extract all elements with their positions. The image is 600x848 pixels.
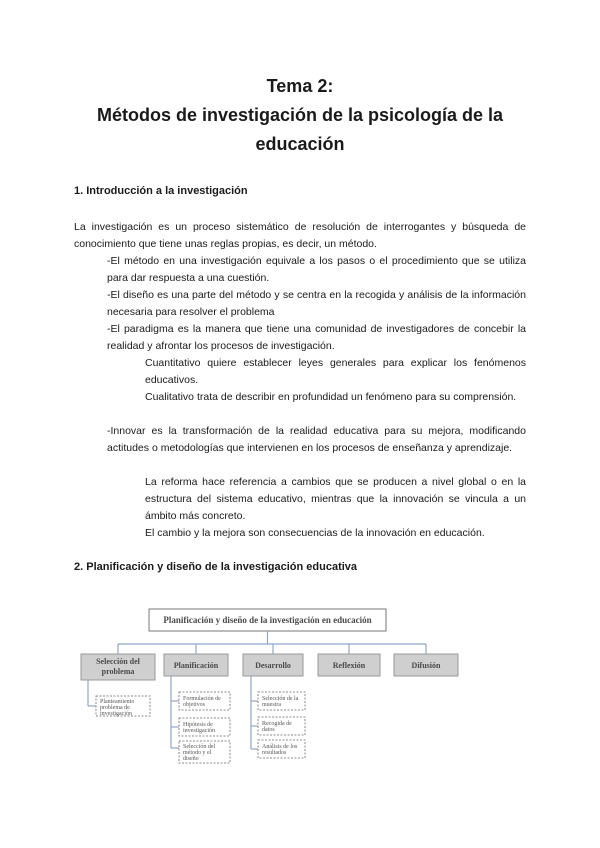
- box-difusion-label: Difusión: [411, 661, 441, 670]
- item-datos-2: datos: [262, 727, 275, 733]
- intro-paragraph: La investigación es un proceso sistemático de resolución de interrogantes y búsqueda de conocimiento que tiene unas reglas propias, es decir, un método.: [74, 221, 526, 250]
- change-paragraph: El cambio y la mejora son consecuencias de la innovación en educación.: [145, 527, 485, 539]
- bullet-innovate: -Innovar es la transformación de la realidad educativa para su mejora, modificando actitudes o metodologías que intervienen en los procesos de enseñanza y aprendizaje.: [107, 425, 526, 454]
- item-resultados-1: Análisis de los: [262, 744, 298, 750]
- reform-paragraph: La reforma hace referencia a cambios que se producen a nivel global o en la estructura del sistema educativo, mientras que la innovación se vincula a un ámbito más concreto.: [145, 476, 526, 522]
- title-line-3: educación: [255, 134, 345, 154]
- item-metodo-3: diseño: [183, 756, 199, 762]
- item-planteamiento-3: investigación: [100, 711, 132, 717]
- item-datos-1: Recogida de: [262, 721, 292, 727]
- section-2-heading: 2. Planificación y diseño de la investigación educativa: [74, 561, 358, 573]
- title-line-2: Métodos de investigación de la psicología de la: [96, 105, 504, 125]
- item-hipotesis-2: investigación: [183, 728, 215, 734]
- title-line-1: Tema 2:: [266, 76, 334, 96]
- bullet-method: -El método en una investigación equivale a los pasos o el procedimiento que se utiliza para dar respuesta a una cuestión.: [107, 255, 526, 284]
- item-metodo-1: Selección del: [183, 744, 216, 750]
- diagram-title: Planificación y diseño de la investigación en educación: [163, 615, 372, 625]
- bullet-paradigm: -El paradigma es la manera que tiene una comunidad de investigadores de concebir la realidad y afrontar los procesos de investigación.: [107, 323, 526, 352]
- item-resultados-2: resultados: [262, 750, 287, 756]
- item-planteamiento-2: problema de: [100, 705, 130, 711]
- box-planificacion-label: Planificación: [173, 661, 219, 670]
- item-muestra-1: Selección de la: [262, 696, 299, 702]
- item-objetivos-1: Formulación de: [183, 696, 221, 702]
- paradigm-qualitative: Cualitativo trata de describir en profundidad un fenómeno para su comprensión.: [145, 391, 517, 403]
- item-hipotesis-1: Hipótesis de: [183, 722, 213, 728]
- box-reflexion-label: Reflexión: [332, 661, 366, 670]
- paradigm-quantitative: Cuantitativo quiere establecer leyes generales para explicar los fenómenos educativos.: [145, 357, 526, 386]
- box-desarrollo-label: Desarrollo: [255, 661, 291, 670]
- item-muestra-2: muestra: [262, 702, 281, 708]
- box-seleccion-label-2: problema: [101, 667, 135, 676]
- item-objetivos-2: objetivos: [183, 702, 205, 708]
- item-planteamiento-1: Planteamiento: [100, 699, 135, 705]
- box-seleccion-label-1: Selección del: [96, 657, 140, 666]
- item-metodo-2: método y el: [183, 750, 212, 756]
- section-1-heading: 1. Introducción a la investigación: [74, 185, 248, 197]
- bullet-design: -El diseño es una parte del método y se centra en la recogida y análisis de la información necesaria para resolver el problema: [107, 289, 526, 318]
